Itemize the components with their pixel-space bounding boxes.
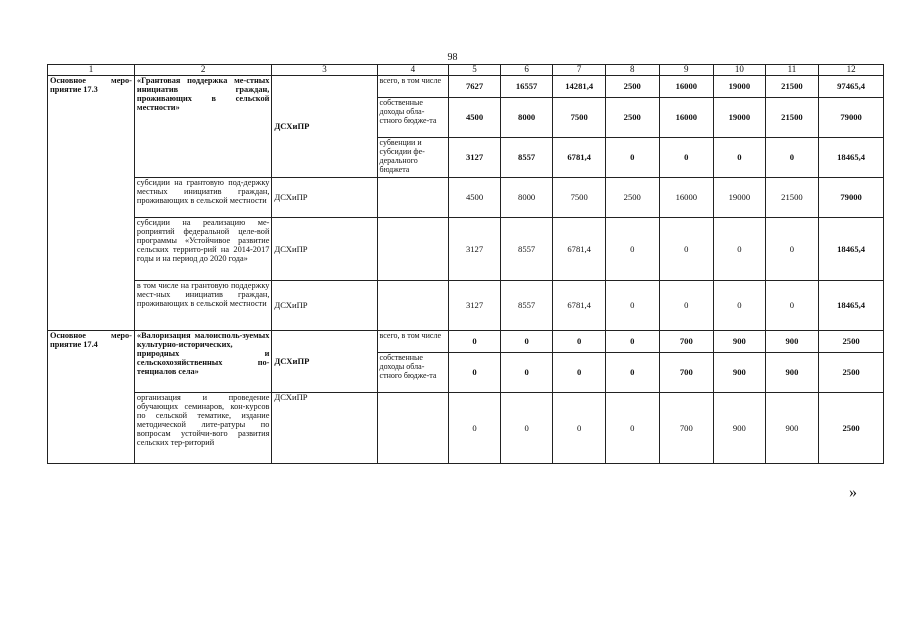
value-cell: 0 xyxy=(605,281,659,331)
value-cell: 0 xyxy=(605,138,659,178)
value-cell: 14281,4 xyxy=(553,76,606,98)
value-cell: 2500 xyxy=(819,353,884,393)
value-cell: 0 xyxy=(500,331,553,353)
value-cell: 6781,4 xyxy=(553,218,606,281)
executor-cell: ДСХиПР xyxy=(272,281,377,331)
value-cell: 700 xyxy=(659,393,714,464)
value-cell: 0 xyxy=(714,281,766,331)
table-row xyxy=(48,331,884,353)
funding-source: собственные доходы обла-стного бюдже-та xyxy=(377,353,449,393)
header-cell: 7 xyxy=(553,65,606,76)
value-cell: 16000 xyxy=(659,178,714,218)
value-cell: 0 xyxy=(500,393,553,464)
value-cell: 0 xyxy=(449,331,501,353)
budget-table xyxy=(47,64,884,464)
value-cell: 7500 xyxy=(553,178,606,218)
value-cell: 0 xyxy=(659,218,714,281)
funding-source: всего, в том числе xyxy=(377,331,449,353)
value-cell: 0 xyxy=(714,138,766,178)
value-cell: 900 xyxy=(714,331,766,353)
value-cell: 900 xyxy=(714,393,766,464)
header-cell: 4 xyxy=(377,65,449,76)
value-cell: 2500 xyxy=(819,331,884,353)
value-cell: 6781,4 xyxy=(553,281,606,331)
measure-title: «Валоризация малоисполь-зуемых культурно-исторических, природных и сельскохозяйственных по-тенциалов села» xyxy=(134,331,271,393)
value-cell: 900 xyxy=(714,353,766,393)
header-cell: 1 xyxy=(48,65,135,76)
value-cell: 0 xyxy=(449,353,501,393)
value-cell: 0 xyxy=(714,218,766,281)
value-cell: 8000 xyxy=(500,98,553,138)
value-cell: 16000 xyxy=(659,76,714,98)
value-cell: 19000 xyxy=(714,98,766,138)
funding-source: всего, в том числе xyxy=(377,76,449,98)
subsidy-description: субсидии на грантовую под-держку местных инициатив граждан, проживающих в сельской местности xyxy=(134,178,271,218)
value-cell: 19000 xyxy=(714,76,766,98)
executor-cell: ДСХиПР xyxy=(272,393,377,464)
value-cell: 16000 xyxy=(659,98,714,138)
value-cell: 700 xyxy=(659,353,714,393)
value-cell: 8557 xyxy=(500,281,553,331)
table-row xyxy=(48,178,884,218)
header-cell: 11 xyxy=(765,65,819,76)
value-cell: 21500 xyxy=(765,76,819,98)
value-cell: 2500 xyxy=(819,393,884,464)
header-cell: 2 xyxy=(134,65,271,76)
header-cell: 8 xyxy=(605,65,659,76)
funding-source xyxy=(377,393,449,464)
value-cell: 700 xyxy=(659,331,714,353)
executor-cell: ДСХиПР xyxy=(272,76,377,178)
value-cell: 0 xyxy=(659,281,714,331)
value-cell: 97465,4 xyxy=(819,76,884,98)
value-cell: 0 xyxy=(765,138,819,178)
funding-source xyxy=(377,281,449,331)
header-cell: 5 xyxy=(449,65,501,76)
value-cell: 0 xyxy=(765,281,819,331)
value-cell: 0 xyxy=(500,353,553,393)
value-cell: 900 xyxy=(765,393,819,464)
value-cell: 7500 xyxy=(553,98,606,138)
value-cell: 900 xyxy=(765,353,819,393)
executor-cell: ДСХиПР xyxy=(272,331,377,393)
value-cell: 3127 xyxy=(449,218,501,281)
value-cell: 7627 xyxy=(449,76,501,98)
table-row xyxy=(48,218,884,281)
value-cell: 3127 xyxy=(449,281,501,331)
value-cell: 2500 xyxy=(605,98,659,138)
table-row xyxy=(48,393,884,464)
value-cell: 4500 xyxy=(449,178,501,218)
value-cell: 0 xyxy=(659,138,714,178)
header-cell: 10 xyxy=(714,65,766,76)
value-cell: 6781,4 xyxy=(553,138,606,178)
funding-source xyxy=(377,218,449,281)
value-cell: 21500 xyxy=(765,98,819,138)
value-cell: 2500 xyxy=(605,178,659,218)
value-cell: 0 xyxy=(553,331,606,353)
value-cell: 79000 xyxy=(819,98,884,138)
value-cell: 0 xyxy=(449,393,501,464)
page-number: 98 xyxy=(447,52,458,63)
value-cell: 3127 xyxy=(449,138,501,178)
subsidy-description: в том числе на грантовую поддержку мест-ных инициатив граждан, проживающих в сельской местности xyxy=(134,281,271,331)
subsidy-description: организация и проведение обучающих семинаров, кон-курсов по сельской тематике, издание методической лите-ратуры по вопросам устойчи-вого развития сельских тер-риторий xyxy=(134,393,271,464)
value-cell: 8000 xyxy=(500,178,553,218)
measure-name: Основное меро-приятие 17.3 xyxy=(48,76,135,331)
table-row xyxy=(48,281,884,331)
value-cell: 2500 xyxy=(605,76,659,98)
value-cell: 900 xyxy=(765,331,819,353)
header-cell: 9 xyxy=(659,65,714,76)
value-cell: 16557 xyxy=(500,76,553,98)
measure-name: Основное меро-приятие 17.4 xyxy=(48,331,135,464)
value-cell: 79000 xyxy=(819,178,884,218)
value-cell: 19000 xyxy=(714,178,766,218)
value-cell: 18465,4 xyxy=(819,281,884,331)
header-cell: 6 xyxy=(500,65,553,76)
value-cell: 18465,4 xyxy=(819,138,884,178)
value-cell: 0 xyxy=(553,393,606,464)
header-cell: 12 xyxy=(819,65,884,76)
measure-title: «Грантовая поддержка ме-стных инициатив граждан, проживающих в сельской местности» xyxy=(134,76,271,178)
value-cell: 0 xyxy=(605,218,659,281)
value-cell: 8557 xyxy=(500,138,553,178)
value-cell: 0 xyxy=(765,218,819,281)
value-cell: 4500 xyxy=(449,98,501,138)
executor-cell: ДСХиПР xyxy=(272,178,377,218)
funding-source: собственные доходы обла-стного бюдже-та xyxy=(377,98,449,138)
value-cell: 0 xyxy=(605,393,659,464)
value-cell: 8557 xyxy=(500,218,553,281)
table-row xyxy=(48,76,884,98)
header-cell: 3 xyxy=(272,65,377,76)
header-row xyxy=(48,65,884,76)
funding-source xyxy=(377,178,449,218)
subsidy-description: субсидии на реализацию ме-роприятий федеральной целе-вой программы «Устойчивое развитие сельских террито-рий на 2014-2017 годы и на период до 2020 года» xyxy=(134,218,271,281)
funding-source: субвенции и субсидии фе-дерального бюджета xyxy=(377,138,449,178)
executor-cell: ДСХиПР xyxy=(272,218,377,281)
value-cell: 0 xyxy=(605,353,659,393)
value-cell: 0 xyxy=(553,353,606,393)
value-cell: 0 xyxy=(605,331,659,353)
closing-quote: » xyxy=(849,484,857,501)
value-cell: 21500 xyxy=(765,178,819,218)
value-cell: 18465,4 xyxy=(819,218,884,281)
